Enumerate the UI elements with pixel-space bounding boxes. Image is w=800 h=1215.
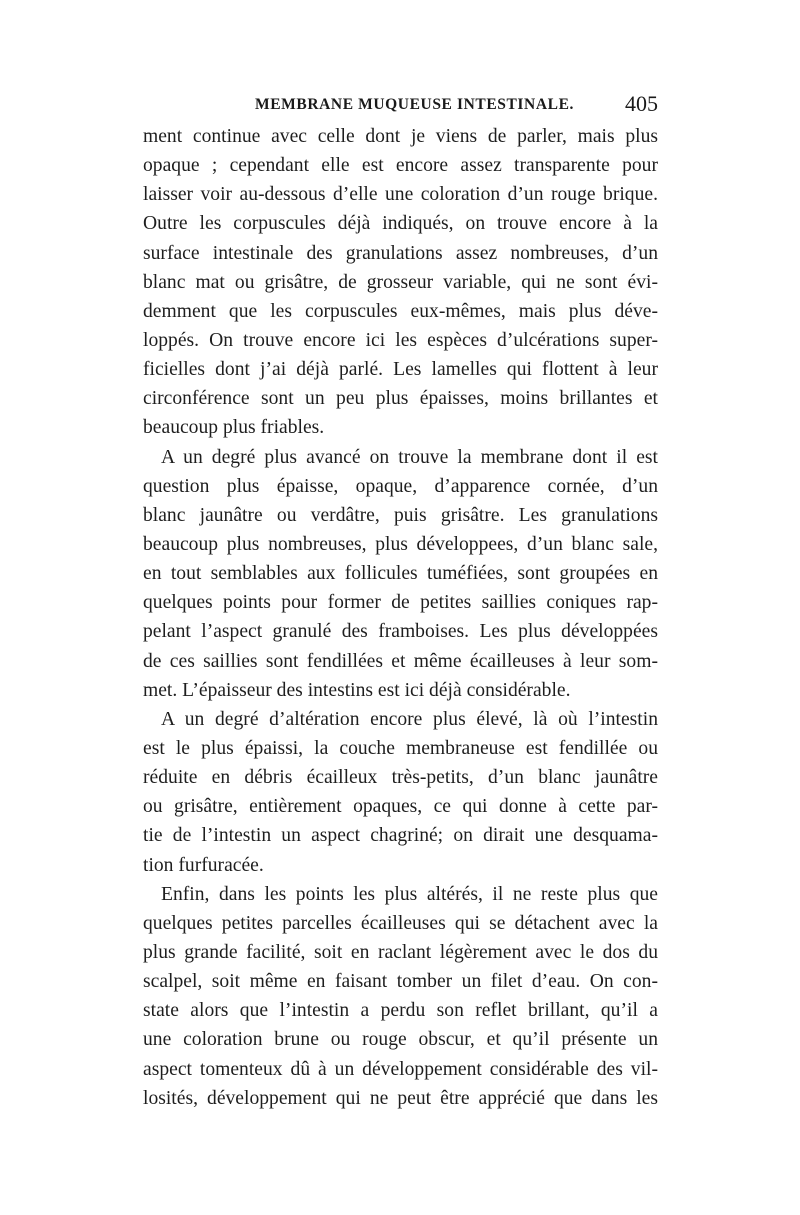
- text-line: une coloration brune ou rouge obscur, et qu’il présente un: [143, 1029, 658, 1051]
- text-line: pelant l’aspect granulé des framboises. Les plus développées: [143, 621, 658, 643]
- text-line: A un degré d’altération encore plus élevé, là où l’intestin: [161, 708, 658, 730]
- text-line: plus grande facilité, soit en raclant légèrement avec le dos du: [143, 941, 658, 963]
- text-line: tie de l’intestin un aspect chagriné; on dirait une desquama-: [143, 825, 658, 847]
- text-line: scalpel, soit même en faisant tomber un filet d’eau. On con-: [143, 971, 658, 993]
- text-line: en tout semblables aux follicules tuméfiées, sont groupées en: [143, 563, 658, 585]
- text-line: laisser voir au-dessous d’elle une coloration d’un rouge brique.: [143, 184, 658, 206]
- text-line: beaucoup plus nombreuses, plus développees, d’un blanc sale,: [143, 533, 658, 555]
- text-line: tion furfuracée.: [143, 854, 264, 876]
- text-line: ment continue avec celle dont je viens de parler, mais plus: [143, 126, 658, 147]
- body-text: [143, 122, 658, 1113]
- text-line: ou grisâtre, entièrement opaques, ce qui donne à cette par-: [143, 796, 658, 818]
- text-line: Enfin, dans les points les plus altérés, il ne reste plus que: [161, 883, 658, 905]
- text-line: ficielles dont j’ai déjà parlé. Les lamelles qui flottent à leur: [143, 359, 658, 381]
- text-line: est le plus épaissi, la couche membraneuse est fendillée ou: [143, 737, 658, 759]
- text-line: beaucoup plus friables.: [143, 417, 325, 439]
- text-line: met. L’épaisseur des intestins est ici déjà considérable.: [143, 679, 571, 701]
- text-line: aspect tomenteux dû à un développement considérable des vil-: [143, 1058, 658, 1080]
- text-line: losités, développement qui ne peut être apprécié que dans les: [143, 1087, 658, 1109]
- text-line: de ces saillies sont fendillées et même écailleuses à leur som-: [143, 650, 658, 672]
- text-line: loppés. On trouve encore ici les espèces d’ulcérations super-: [143, 329, 658, 351]
- running-title: MEMBRANE MUQUEUSE INTESTINALE.: [255, 96, 575, 113]
- text-line: blanc mat ou grisâtre, de grosseur variable, qui ne sont évi-: [143, 271, 658, 293]
- text-line: demment que les corpuscules eux-mêmes, mais plus déve-: [143, 300, 658, 322]
- text-line: opaque ; cependant elle est encore assez transparente pour: [143, 155, 658, 177]
- text-line: Outre les corpuscules déjà indiqués, on trouve encore à la: [143, 213, 658, 235]
- text-line: state alors que l’intestin a perdu son reflet brillant, qu’il a: [143, 1000, 658, 1022]
- text-line: A un degré plus avancé on trouve la membrane dont il est: [161, 446, 658, 468]
- text-line: question plus épaisse, opaque, d’apparence cornée, d’un: [143, 475, 658, 497]
- text-line: quelques points pour former de petites saillies coniques rap-: [143, 592, 658, 614]
- text-line: blanc jaunâtre ou verdâtre, puis grisâtre. Les granulations: [143, 504, 658, 526]
- page-number: 405: [625, 91, 658, 116]
- text-line: circonférence sont un peu plus épaisses, moins brillantes et: [143, 388, 658, 410]
- text-line: surface intestinale des granulations assez nombreuses, d’un: [143, 242, 658, 264]
- running-head: [143, 91, 658, 120]
- text-line: réduite en débris écailleux très-petits, d’un blanc jaunâtre: [143, 767, 658, 789]
- text-line: quelques petites parcelles écailleuses qui se détachent avec la: [143, 912, 658, 934]
